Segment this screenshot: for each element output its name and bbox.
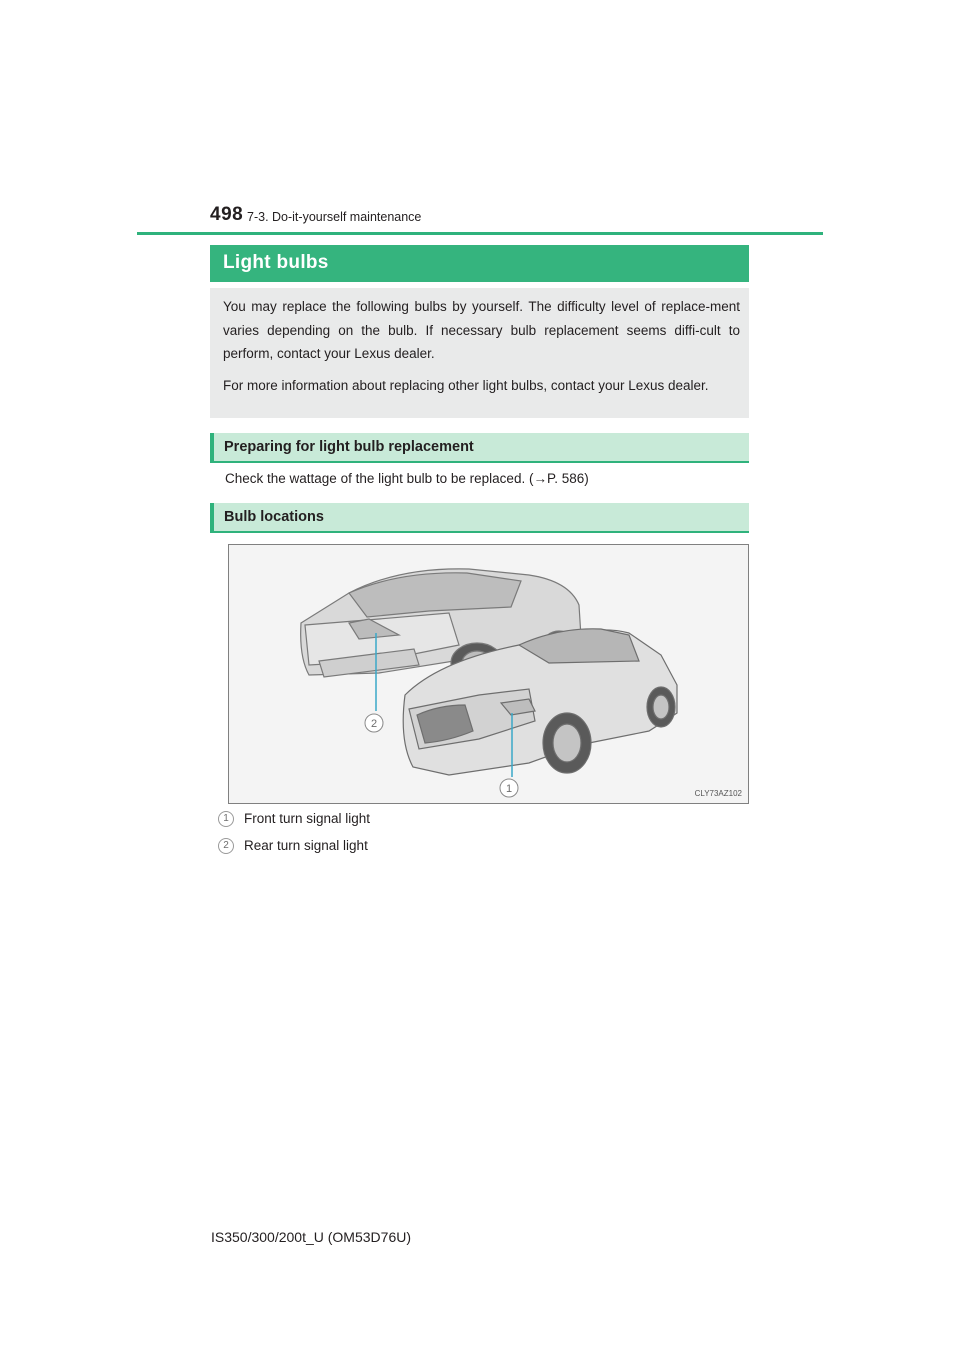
page-title: Light bulbs [210,245,749,282]
legend-number: 1 [218,811,234,827]
intro-paragraph-1: You may replace the following bulbs by yourself. The difficulty level of replace-ment varies depending on the bulb. If necessary bulb replacement seems diffi-cult to perform, contact your Lexus dealer. [223,299,740,361]
preparing-heading: Preparing for light bulb replacement [210,433,749,463]
legend-item-rear-turn-signal [218,838,368,854]
intro-paragraph-2: For more information about replacing other light bulbs, contact your Lexus dealer. [223,377,709,393]
callout-2-label: 2 [370,718,378,730]
callout-1-label: 1 [505,783,513,795]
legend-number: 2 [218,838,234,854]
page-number: 498 [210,204,244,225]
legend-item-front-turn-signal [218,811,370,827]
section-path: 7-3. Do-it-yourself maintenance [247,210,422,224]
car-illustration [229,545,749,804]
page-footer: IS350/300/200t_U (OM53D76U) [211,1229,411,1245]
intro-box [210,288,749,418]
preparing-text: Check the wattage of the light bulb to be replaced. (→P. 586) [225,471,589,486]
figure-code: CLY73AZ102 [694,789,742,798]
header-rule [137,232,823,235]
legend-label: Rear turn signal light [244,838,368,853]
bulb-locations-heading: Bulb locations [210,503,749,533]
bulb-locations-figure [228,544,749,804]
legend-label: Front turn signal light [244,811,371,826]
